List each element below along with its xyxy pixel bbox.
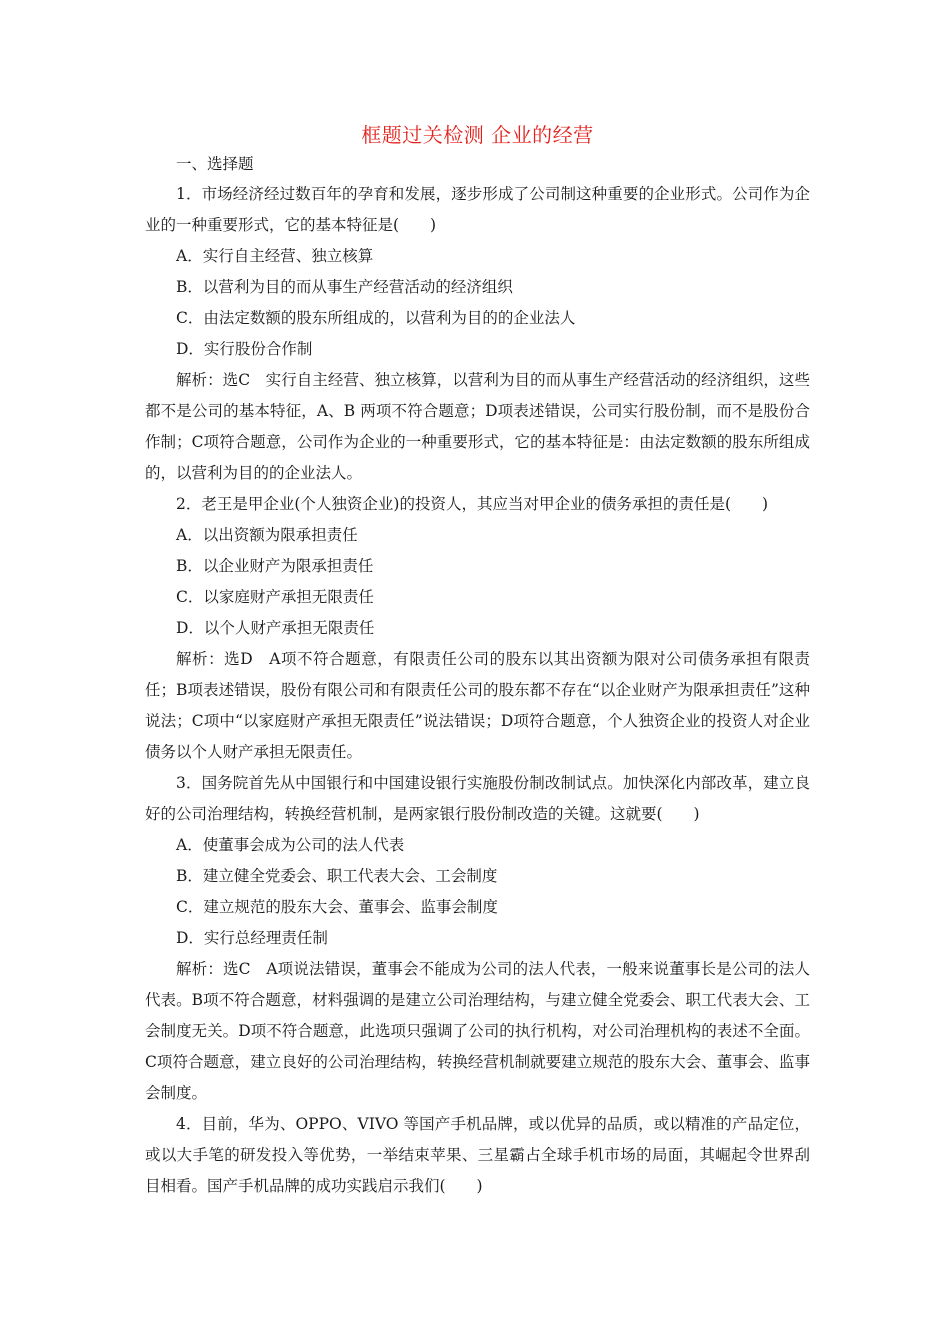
document-title: 框题过关检测 企业的经营 <box>361 123 594 147</box>
question-stem: 4．目前，华为、OPPO、VIVO 等国产手机品牌，或以优异的品质，或以精准的产品定位，或以大手笔的研发投入等优势，一举结束苹果、三星霸占全球手机市场的局面，其崛起令世界刮目相看。国产手机品牌的成功实践启示我们( ) <box>145 1115 810 1195</box>
document-page <box>145 118 810 1202</box>
question-stem: 2．老王是甲企业(个人独资企业)的投资人，其应当对甲企业的债务承担的责任是( ) <box>176 495 769 513</box>
question-1 <box>145 179 810 489</box>
analysis: 解析：选C A项说法错误，董事会不能成为公司的法人代表，一般来说董事长是公司的法人代表。B项不符合题意，材料强调的是建立公司治理结构，与建立健全党委会、职工代表大会、工会制度无关。D项不符合题意，此选项只强调了公司的执行机构，对公司治理机构的表述不全面。C项符合题意，建立良好的公司治理结构，转换经营机制就要建立规范的股东大会、董事会、监事会制度。 <box>145 960 810 1102</box>
option-a: A．以出资额为限承担责任 <box>176 526 358 544</box>
question-3 <box>145 768 810 1109</box>
option-b: B．建立健全党委会、职工代表大会、工会制度 <box>176 867 498 885</box>
analysis: 解析：选C 实行自主经营、独立核算，以营利为目的而从事生产经营活动的经济组织，这些都不是公司的基本特征，A、B 两项不符合题意；D项表述错误，公司实行股份制，而不是股份合作制；C项符合题意，公司作为企业的一种重要形式，它的基本特征是：由法定数额的股东所组成的，以营利为目的的企业法人。 <box>145 371 810 482</box>
option-d: D．实行股份合作制 <box>176 340 313 358</box>
question-stem: 1．市场经济经过数百年的孕育和发展，逐步形成了公司制这种重要的企业形式。公司作为企业的一种重要形式，它的基本特征是( ) <box>145 185 810 234</box>
option-c: C．以家庭财产承担无限责任 <box>176 588 374 606</box>
analysis: 解析：选D A项不符合题意，有限责任公司的股东以其出资额为限对公司债务承担有限责任；B项表述错误，股份有限公司和有限责任公司的股东都不存在“以企业财产为限承担责任”这种说法；C项中“以家庭财产承担无限责任”说法错误；D项符合题意，个人独资企业的投资人对企业债务以个人财产承担无限责任。 <box>145 650 810 761</box>
option-a: A．使董事会成为公司的法人代表 <box>176 836 405 854</box>
question-stem: 3．国务院首先从中国银行和中国建设银行实施股份制改制试点。加快深化内部改革，建立良好的公司治理结构，转换经营机制，是两家银行股份制改造的关键。这就要( ) <box>145 774 810 823</box>
question-2 <box>145 489 810 768</box>
option-c: C．建立规范的股东大会、董事会、监事会制度 <box>176 898 498 916</box>
section-heading: 一、选择题 <box>176 155 254 173</box>
option-d: D．以个人财产承担无限责任 <box>176 619 375 637</box>
option-c: C．由法定数额的股东所组成的，以营利为目的的企业法人 <box>176 309 576 327</box>
option-b: B．以企业财产为限承担责任 <box>176 557 374 575</box>
question-4 <box>145 1109 810 1202</box>
option-a: A．实行自主经营、独立核算 <box>176 247 374 265</box>
option-b: B．以营利为目的而从事生产经营活动的经济组织 <box>176 278 513 296</box>
option-d: D．实行总经理责任制 <box>176 929 328 947</box>
